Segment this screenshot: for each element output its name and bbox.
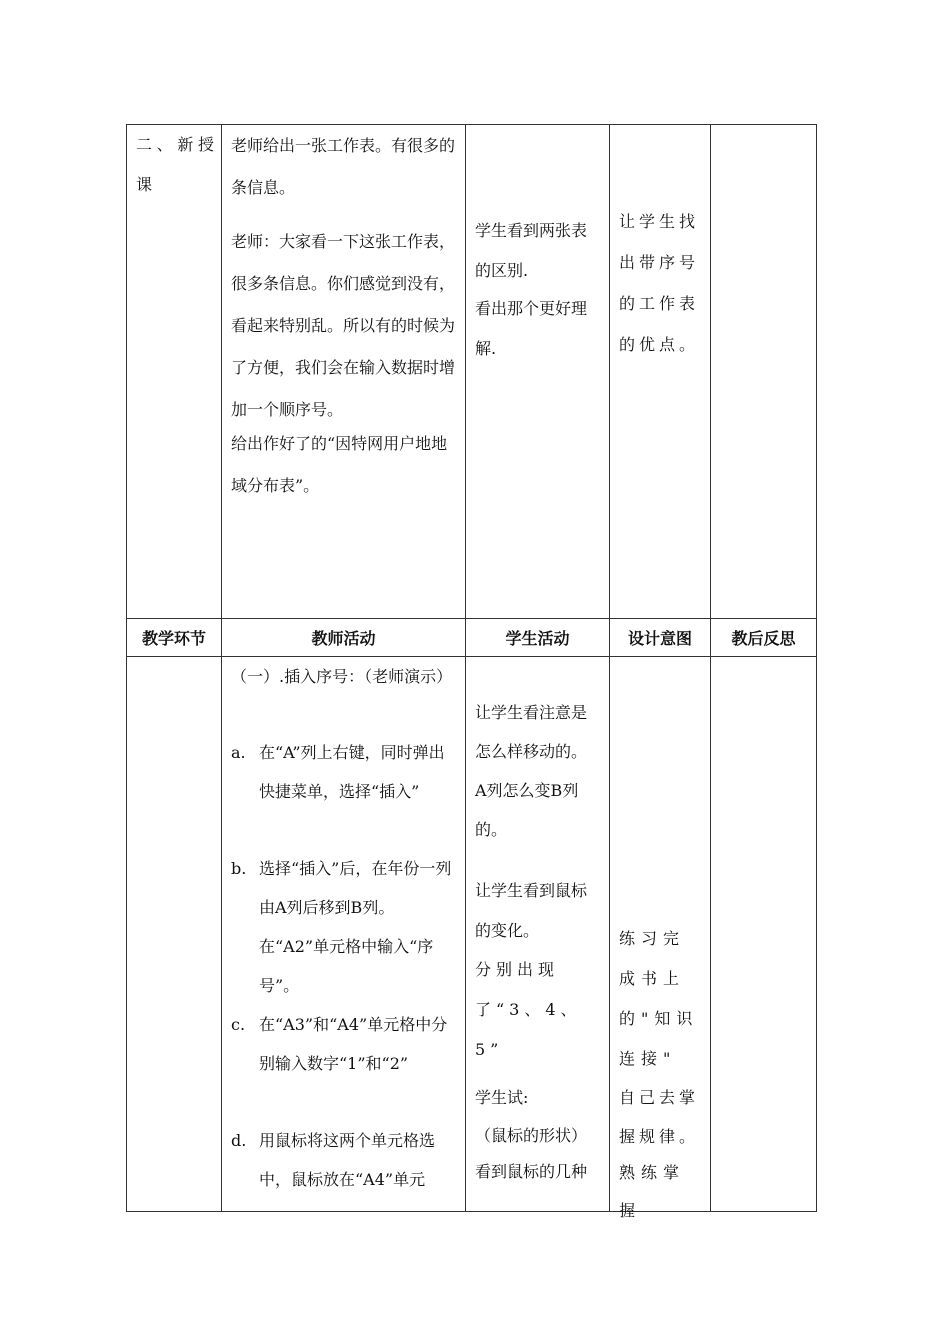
student-paragraph: A列怎么变B列的。: [475, 781, 579, 839]
design-paragraph: 练习完成书上的"知识连接": [619, 929, 699, 1068]
header-reflection: 教后反思: [711, 619, 817, 657]
list-marker: a.: [231, 743, 246, 762]
teacher-heading: （一）.插入序号：（老师演示）: [231, 667, 453, 686]
list-marker: d.: [231, 1131, 247, 1150]
design-paragraph: 熟练掌握: [619, 1163, 686, 1220]
teacher-paragraph: 老师：大家看一下这张工作表，很多条信息。你们感觉到没有，看起来特别乱。所以有的时候为了方便，我们会在输入数据时增加一个顺序号。: [231, 232, 456, 419]
list-item: [231, 1121, 457, 1199]
design-intent-cell: [610, 657, 711, 1220]
header-design-intent: 设计意图: [610, 619, 711, 657]
design-paragraph: 自己去掌握规律。: [619, 1088, 700, 1146]
teacher-activity-cell: [222, 125, 466, 619]
stage-cell: [127, 125, 222, 619]
student-paragraph: 分别出现了“3、4、5”: [475, 960, 582, 1059]
stage-label: 二、新授课: [136, 135, 214, 194]
student-paragraph: 看出那个更好理解.: [475, 299, 588, 358]
list-text: 用鼠标将这两个单元格选中，鼠标放在“A4”单元: [259, 1131, 436, 1189]
design-paragraph: 让学生找出带序号的工作表的优点。: [619, 212, 700, 354]
list-item: [231, 849, 457, 1005]
student-paragraph: 学生试:: [475, 1088, 529, 1107]
student-paragraph: 看到鼠标的几种: [475, 1162, 588, 1181]
student-paragraph: 学生看到两张表的区别.: [475, 221, 588, 280]
teacher-paragraph: 给出作好了的“因特网用户地地域分布表”。: [231, 434, 448, 495]
table-row: [127, 125, 817, 619]
stage-cell: [127, 657, 222, 1212]
teacher-activity-cell: [222, 657, 466, 1212]
reflection-cell: [711, 125, 817, 619]
list-text: 在“A3”和“A4”单元格中分别输入数字“1”和“2”: [259, 1015, 448, 1073]
design-intent-cell: [610, 125, 711, 619]
list-marker: b.: [231, 859, 247, 878]
teacher-paragraph: 老师给出一张工作表。有很多的条信息。: [231, 136, 456, 197]
lesson-plan-table: [126, 124, 817, 1220]
list-text: 在“A”列上右键，同时弹出快捷菜单，选择“插入”: [259, 743, 445, 801]
student-activity-cell: [466, 125, 610, 619]
reflection-cell: [711, 657, 817, 1212]
header-student-activity: 学生活动: [466, 619, 610, 657]
student-activity-cell: [466, 657, 610, 1212]
student-paragraph: （鼠标的形状）: [475, 1126, 588, 1145]
table-row: [127, 657, 817, 1212]
list-item: [231, 733, 457, 811]
header-teacher-activity: 教师活动: [222, 619, 466, 657]
list-text: 选择“插入”后，在年份一列由A列后移到B列。在“A2”单元格中输入“序号”。: [259, 859, 452, 995]
list-marker: c.: [231, 1015, 246, 1034]
header-teaching-stage: 教学环节: [127, 619, 222, 657]
header-row: [127, 619, 817, 657]
student-paragraph: 让学生看注意是怎么样移动的。: [475, 703, 588, 761]
list-item: [231, 1005, 457, 1083]
student-paragraph: 让学生看到鼠标的变化。: [475, 881, 588, 940]
